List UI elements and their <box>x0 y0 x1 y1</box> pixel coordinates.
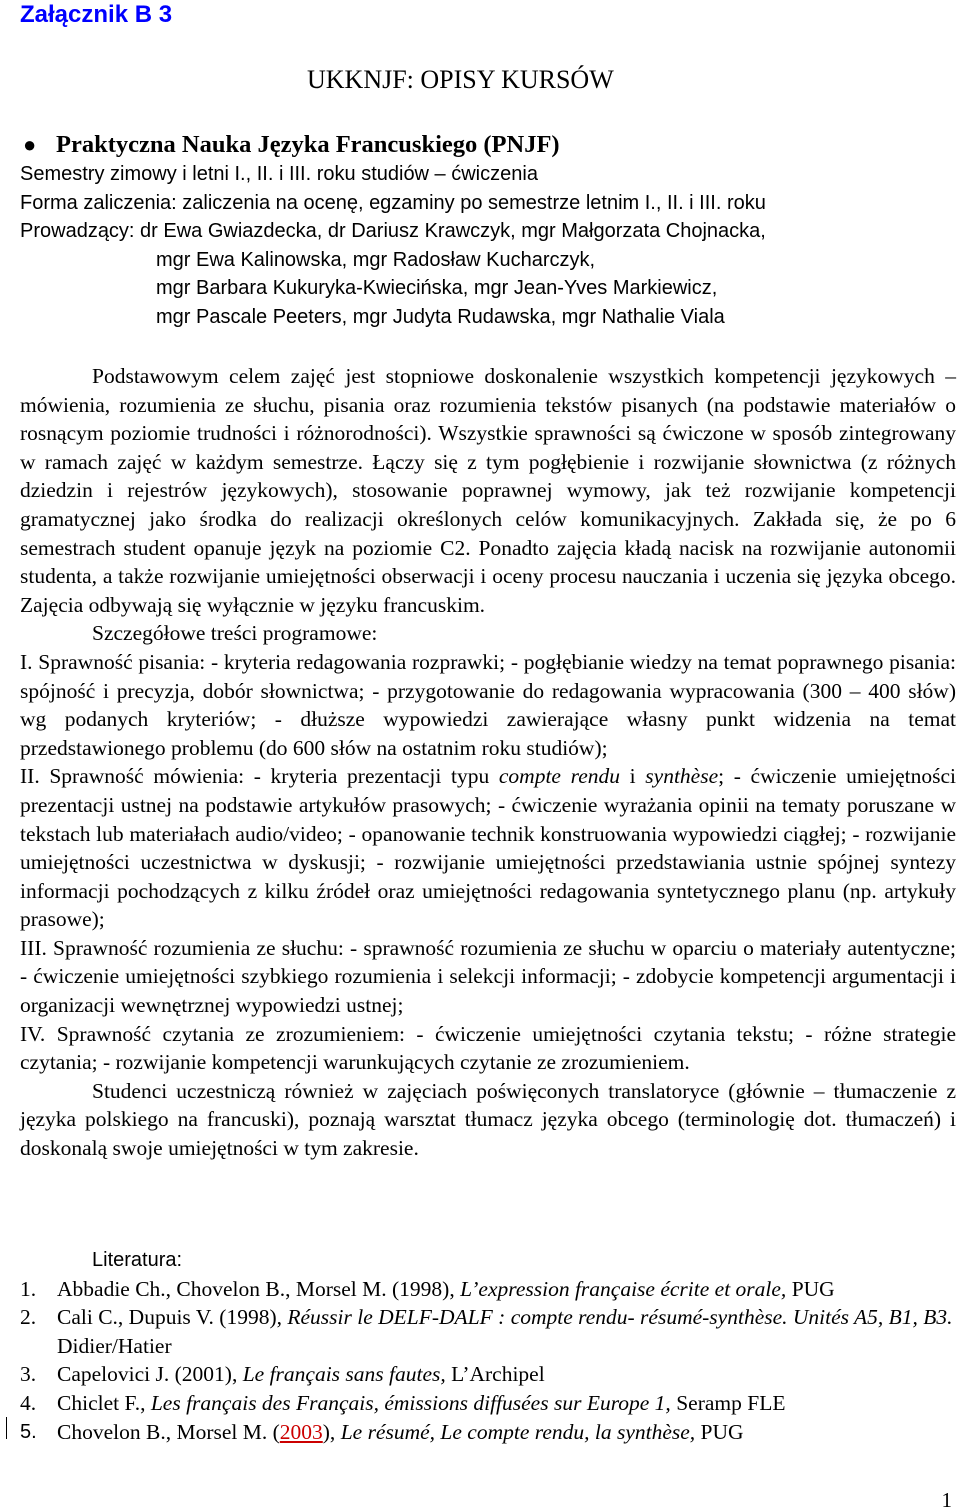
literature-number: 2. <box>20 1305 37 1330</box>
staff-line: mgr Barbara Kukuryka-Kwiecińska, mgr Jean-Yves Markiewicz, <box>156 277 718 300</box>
literature-number: 1. <box>20 1276 37 1301</box>
literature-work-title: Le résumé, Le compte rendu, la synthèse, <box>340 1419 696 1444</box>
revision-bar <box>6 1417 7 1439</box>
bullet-icon: ● <box>23 132 37 157</box>
section-writing: I. Sprawność pisania: - kryteria redagowania rozprawki; - pogłębianie wiedzy na temat poprawnego pisania: spójność i precyzja, dobór słownictwa; - przygotowanie do redagowania wypracowania (300 – 400 słów) wg podanych kryteriów; - dłuższe wypowiedzi zawierające własny punkt widzenia na temat przedstawionego problemu (do 600 słów na ostatnim roku studiów); <box>20 649 956 760</box>
literature-item <box>20 1275 960 1304</box>
page-number: 1 <box>941 1488 952 1512</box>
course-header <box>20 130 960 332</box>
section-speaking <box>20 762 956 934</box>
section-speaking-term: compte rendu <box>498 764 620 789</box>
literature-item <box>20 1418 960 1447</box>
literature-author: Cali C., Dupuis V. (1998), <box>57 1305 288 1330</box>
annex-label: Załącznik B 3 <box>20 1 173 28</box>
literature-author: Chiclet F., <box>57 1390 151 1415</box>
course-assessment: Forma zaliczenia: zaliczenia na ocenę, egzaminy po semestrze letnim I., II. i III. roku <box>20 191 766 214</box>
course-description <box>20 362 956 1163</box>
revision-mark: 2003 <box>279 1419 323 1444</box>
course-semesters: Semestry zimowy i letni I., II. i III. roku studiów – ćwiczenia <box>20 163 538 185</box>
literature-number: 4. <box>20 1390 37 1415</box>
section-speaking-text: i <box>620 764 646 789</box>
literature-section <box>20 1246 960 1446</box>
section-speaking-text: ; - ćwiczenie umiejętności prezentacji ustnej na podstawie artykułów prasowych; - ćwiczenie wyrażania opinii na tematy poruszane w tekstach lub materiałach audio/video; - opanowanie technik konstruowania wypowiedzi ciągłej; - rozwijanie umiejętności uczestnictwa w dyskusji; - rozwijanie umiejętności przedstawiania ustnie spójnej syntezy informacji pochodzących z kilku źródeł oraz umiejętności redagowania syntetycznego planu (np. artykuły prasowe); <box>20 764 957 932</box>
literature-item <box>20 1360 960 1389</box>
literature-work-title: Le français sans fautes, <box>242 1362 446 1387</box>
literature-publisher: L’Archipel <box>445 1362 545 1387</box>
intro-paragraph: Podstawowym celem zajęć jest stopniowe doskonalenie wszystkich kompetencji językowych – mówienia, rozumienia ze słuchu, pisania oraz rozumienia tekstów pisanych (na podstawie materiałów o rosnącym poziomie trudności i różnorodności). Wszystkie sprawności są ćwiczone w sposób zintegrowany w ramach zajęć w każdym semestrze. Łączy się z tym pogłębienie i rozwijanie słownictwa (z różnych dziedzin i rejestrów językowych), stosowanie poprawnej wymowy, jak też rozwijanie kompetencji gramatycznej jako środka do realizacji określonych celów komunikacyjnych. Zakłada się, że po 6 semestrach student opanuje język na poziomie C2. Ponadto zajęcia kładą nacisk na rozwijanie autonomii studenta, a także rozwijanie umiejętności obserwacji i oceny procesu nauczania i uczenia się języka obcego. Zajęcia odbywają się wyłącznie w języku francuskim. <box>20 364 956 617</box>
literature-work-title: Les français des Français, émissions diffusées sur Europe 1, <box>150 1390 671 1415</box>
staff-line: mgr Pascale Peeters, mgr Judyta Rudawska, mgr Nathalie Viala <box>156 305 725 328</box>
document-title: UKKNJF: OPISY KURSÓW <box>307 65 614 94</box>
literature-heading: Literatura: <box>92 1249 183 1271</box>
literature-item <box>20 1303 960 1360</box>
details-heading: Szczegółowe treści programowe: <box>92 621 378 646</box>
literature-author: Abbadie Ch., Chovelon B., Morsel M. (1998), <box>57 1276 461 1301</box>
staff-line: Prowadzący: dr Ewa Gwiazdecka, dr Dariusz Krawczyk, mgr Małgorzata Chojnacka, <box>20 220 766 243</box>
literature-author: Chovelon B., Morsel M. ( <box>57 1419 280 1444</box>
literature-publisher: PUG <box>786 1276 835 1301</box>
literature-number: 5. <box>20 1420 37 1443</box>
literature-list <box>20 1275 960 1447</box>
section-reading: IV. Sprawność czytania ze zrozumieniem: - ćwiczenie umiejętności czytania tekstu; - różne strategie czytania; - rozwijanie kompetencji warunkujących czytanie ze zrozumieniem. <box>20 1021 956 1075</box>
literature-number: 3. <box>20 1362 37 1387</box>
literature-author: ), <box>322 1419 341 1444</box>
staff-line: mgr Ewa Kalinowska, mgr Radosław Kucharczyk, <box>156 248 596 271</box>
course-title: Praktyczna Nauka Języka Francuskiego (PNJF) <box>56 131 560 158</box>
section-speaking-text: II. Sprawność mówienia: - kryteria prezentacji typu <box>20 764 499 789</box>
literature-item <box>20 1389 960 1418</box>
literature-author: Capelovici J. (2001), <box>57 1362 243 1387</box>
literature-work-title: Réussir le DELF-DALF : compte rendu- résumé-synthèse. Unités A5, B1, B3. <box>287 1305 953 1330</box>
course-title-row <box>20 130 960 160</box>
literature-work-title: L’expression française écrite et orale, <box>460 1276 787 1301</box>
literature-publisher: Didier/Hatier <box>57 1333 172 1358</box>
section-speaking-term: synthèse <box>645 764 719 789</box>
literature-publisher: Seramp FLE <box>670 1390 786 1415</box>
section-listening: III. Sprawność rozumienia ze słuchu: - sprawność rozumienia ze słuchu w oparciu o materiały autentyczne; - ćwiczenie umiejętności szybkiego rozumienia i selekcji informacji; - zdobycie kompetencji argumentacji i organizacji wewnętrznej wypowiedzi ustnej; <box>20 935 956 1018</box>
translation-paragraph: Studenci uczestniczą również w zajęciach poświęconych translatoryce (głównie – tłumaczenie z języka polskiego na francuski), poznają warsztat tłumacz języka obcego (terminologię dot. tłumaczeń) i doskonalą swoje umiejętności w tym zakresie. <box>20 1078 956 1161</box>
literature-publisher: PUG <box>695 1419 744 1444</box>
